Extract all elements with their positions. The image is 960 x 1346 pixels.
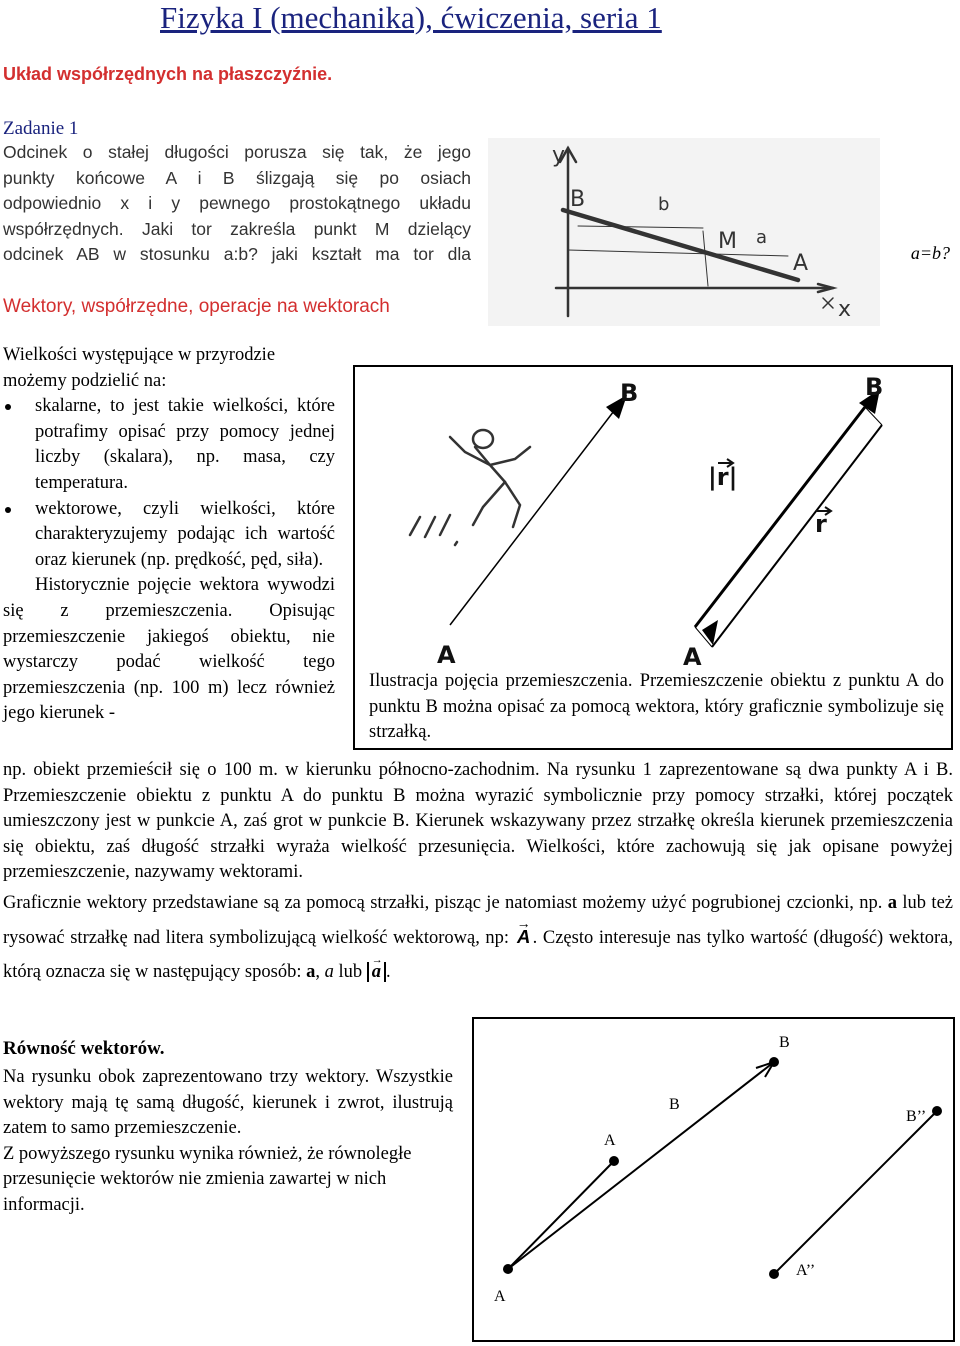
list-item [3, 497, 335, 574]
notation-comma: , [315, 961, 320, 982]
equality-text [3, 1065, 453, 1219]
section-heading-coordinates: Układ współrzędnych na płaszczyźnie. [3, 64, 333, 84]
axis-y-label: y [552, 143, 566, 168]
quantity-types-list [3, 394, 335, 573]
abs-vector-letter: a [371, 961, 381, 982]
scalar-description: skalarne, to jest takie wielkości, które potrafimy opisać przy pomocy jednej liczby (skalara), np. masa, czy temperatura. [35, 396, 335, 493]
label-a-2: A [604, 1132, 616, 1149]
exercise-line: Odcinek o stałej długości porusza się tak, że jego [3, 142, 471, 162]
vector-intro [3, 343, 335, 727]
label-b-3: B’’ [906, 1108, 927, 1125]
equality-heading: Równość wektorów. [3, 1038, 165, 1059]
list-item [3, 394, 335, 496]
exercise-title: Zadanie 1 [3, 118, 79, 139]
displacement-figure [353, 365, 953, 750]
page-title: Fizyka I (mechanika), ćwiczenia, seria 1 [160, 0, 662, 35]
displacement-paragraphs [3, 758, 953, 989]
section-heading-vectors: Wektory, współrzędne, operacje na wektorach [3, 296, 390, 317]
point-b-label: B [570, 187, 586, 212]
sliding-segment-figure [488, 138, 880, 326]
magnitude-r-label: |r| [708, 463, 738, 491]
history-paragraph: Historycznie pojęcie wektora wywodzi się z przemieszczenia. Opisując przemieszczenie jakiegoś obiektu, nie wystarczy podać wielkość tego przemieszczenia (np. 100 m) lecz również jego kierunek - [3, 575, 335, 724]
bullet-icon [5, 507, 11, 513]
label-b-1: B [779, 1034, 790, 1051]
equal-vectors-figure [472, 1017, 955, 1342]
bold-vector-example: a [887, 892, 898, 913]
label-b-2: B [669, 1096, 680, 1113]
point-m-label: M [718, 229, 737, 254]
exercise-line: odpowiednio x i y pewnego prostokątnego układu [3, 193, 471, 214]
intro-line: możemy podzielić na: [3, 370, 167, 391]
sliding-segment-sketch [488, 138, 880, 326]
displacement-drawing [355, 367, 951, 667]
exercise-line: odcinek AB w stosunku a:b? jaki kształt ma tor dla [3, 244, 471, 265]
notation-text-3: . Często interesuje nas tylko wartość (długość) wektora, którą oznacza się w następujący sposób: [3, 927, 953, 982]
notation-end: . [385, 961, 391, 982]
notation-paragraph [3, 886, 953, 989]
equality-paragraph: Na rysunku obok zaprezentowano trzy wektory. Wszystkie wektory mają tę samą długość, kierunek i zwrot, ilustrują zatem to samo przemieszczenie. [3, 1067, 453, 1139]
label-a-3: A’’ [796, 1262, 816, 1279]
vector-r-label: r [815, 510, 827, 538]
segment-a-label: a [756, 227, 768, 248]
point-a-label: A [793, 251, 809, 276]
bullet-icon [5, 404, 11, 410]
italic-magnitude-example: a [324, 961, 334, 982]
arrow-over-icon: → [516, 914, 531, 931]
exercise-tail: a=b? [910, 243, 950, 263]
equal-vectors-drawing [474, 1019, 953, 1340]
arrow-vector-example [515, 914, 533, 954]
exercise-line: punkty końcowe A i B ślizgają się po osiach [3, 167, 471, 188]
label-a-1: A [494, 1288, 506, 1305]
vector-description: wektorowe, czyli wielkości, które charakteryzujemy podając ich wartość oraz kierunek (np. prędkość, pęd, siła). [35, 498, 335, 570]
exercise-line: współrzędnych. Jaki tor zakreśla punkt M dzielący [3, 218, 471, 239]
exercise-text [3, 140, 471, 268]
intro-line: Wielkości występujące w przyrodzie [3, 345, 276, 365]
point-b-label-left: B [620, 379, 639, 407]
figure-caption: Ilustracja pojęcia przemieszczenia. Przemieszczenie obiektu z punktu A do punktu B można opisać za pomocą wektora, który graficznie symbolizuje się strzałką. [369, 671, 944, 743]
notation-lub: lub [338, 961, 363, 982]
segment-b-label: b [658, 194, 670, 215]
point-b-label-right: B [865, 373, 884, 401]
abs-vector-example [367, 953, 386, 982]
point-a-label-right: A [683, 643, 702, 667]
arrow-vector-letter: A [516, 925, 531, 947]
axis-x-label: x [838, 297, 852, 322]
bold-magnitude-example: a [306, 961, 316, 982]
equality-conclusion: Z powyższego rysunku wynika również, że równoległe przesunięcie wektorów nie zmienia zawartej w nich informacji. [3, 1143, 412, 1215]
point-a-label-left: A [437, 641, 456, 667]
notation-text-1: Graficznie wektory przedstawiane są za pomocą strzałki, pisząc je natomiast możemy użyć pogrubionej czcionki, np. [3, 892, 883, 913]
notation-text-2: lub też rysować strzałkę nad litera symbolizującą wielkość wektorową, np: [3, 892, 953, 948]
displacement-explanation: np. obiekt przemieścił się o 100 m. w kierunku północno-zachodnim. Na rysunku 1 zaprezentowane są dwa punkty A i B. Przemieszczenie obiektu z punktu A do punktu B można wyrazić symbolicznie przy pomocy strzałki, której początek umieszczony jest w punkcie A, zaś grot w punkcie B. Kierunek wskazywany przez strzałkę określa kierunek przemieszczenia się obiektu, zaś długość strzałki wyraża wielkość przesunięcia. Wielkości, które zachowują się jak opisane powyżej przemieszczenie, nazywamy wektorami. [3, 760, 953, 883]
abs-arrow-icon: → [371, 953, 383, 966]
